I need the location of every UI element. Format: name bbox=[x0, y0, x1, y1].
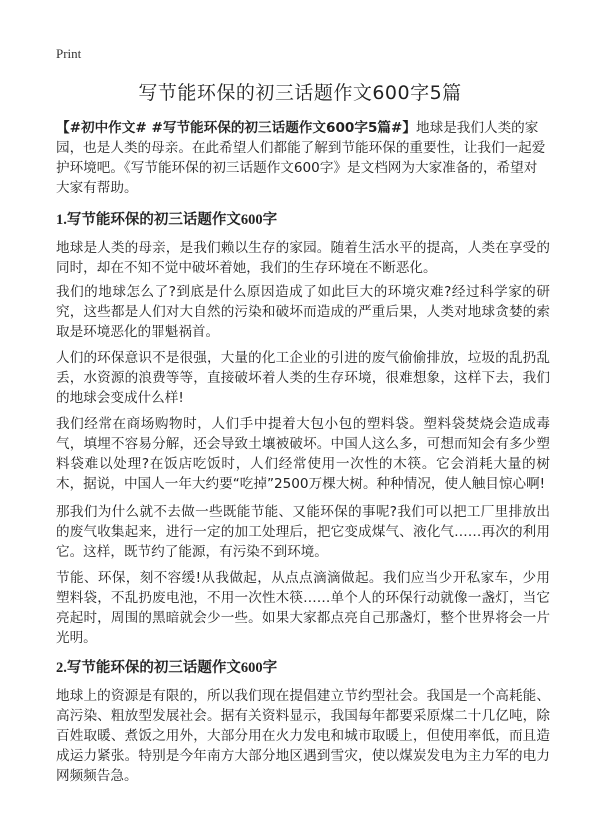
section-1-paragraph-4: 我们经常在商场购物时，人们手中提着大包小包的塑料袋。塑料袋焚烧会造成毒气，填埋不容易分解，还会导致土壤被破坏。中国人这么多，可想而知会有多少塑料袋难以处理?在饭店吃饭时，人们经常使用一次性的木筷。它会消耗大量的树木，据说，中国人一年大约要“吃掉”2500万棵大树。种种情况，使人触目惊心啊! bbox=[56, 416, 550, 492]
section-1-paragraph-3: 人们的环保意识不是很强，大量的化工企业的引进的废气偷偷排放，垃圾的乱扔乱丢，水资源的浪费等等，直接破坏着人类的生存环境，很难想象，这样下去，我们的地球会变成什么样! bbox=[56, 350, 550, 406]
section-1-paragraph-2: 我们的地球怎么了?到底是什么原因造成了如此巨大的环境灾难?经过科学家的研究，这些都是人们对大自然的污染和破坏而造成的严重后果，人类对地球贪婪的索取是环境恶化的罪魁祸首。 bbox=[56, 284, 550, 340]
section-2-paragraph-1: 地球上的资源是有限的，所以我们现在提倡建立节约型社会。我国是一个高耗能、高污染、粗放型发展社会。据有关资料显示，我国每年都要采原煤二十几亿吨，除百姓取暖、煮饭之用外，大部分用在火力发电和城市取暖上，但使用率低，而且造成运力紧张。特别是今年南方大部分地区遇到雪灾，使以煤炭发电为主力军的电力网频频告急。 bbox=[56, 688, 550, 784]
intro-tag: 【#初中作文# #写节能环保的初三话题作文600字5篇#】 bbox=[56, 120, 417, 136]
section-1-paragraph-6: 节能、环保，刻不容缓!从我做起，从点点滴滴做起。我们应当少开私家车，少用塑料袋，不乱扔废电池，不用一次性木筷……单个人的环保行动就像一盏灯，当它亮起时，周围的黑暗就会少一些。如果大家都点亮自己那盏灯，整个世界将会一片光明。 bbox=[56, 570, 550, 646]
section-1-paragraph-5: 那我们为什么就不去做一些既能节能、又能环保的事呢?我们可以把工厂里排放出的废气收集起来，进行一定的加工处理后，把它变成煤气、液化气……再次的利用它。这样，既节约了能源，有污染不到环境。 bbox=[56, 504, 550, 560]
intro-paragraph bbox=[56, 118, 550, 198]
section-heading-1: 1.写节能环保的初三话题作文600字 bbox=[56, 212, 278, 228]
section-1-paragraph-1: 地球是人类的母亲，是我们赖以生存的家园。随着生活水平的提高，人类在享受的同时，却在不知不觉中破坏着她，我们的生存环境在不断恶化。 bbox=[56, 240, 550, 276]
section-heading-2: 2.写节能环保的初三话题作文600字 bbox=[56, 660, 278, 676]
intro-text: 地球是我们人类的家园，也是人类的母亲。在此希望人们都能了解到节能环保的重要性，让我们一起爱护环境吧。《写节能环保的初三话题作文600字》是文档网为大家准备的，希望对大家有帮助。 bbox=[56, 120, 546, 196]
print-link[interactable]: Print bbox=[56, 46, 82, 61]
page-title: 写节能环保的初三话题作文600字5篇 bbox=[138, 82, 462, 104]
